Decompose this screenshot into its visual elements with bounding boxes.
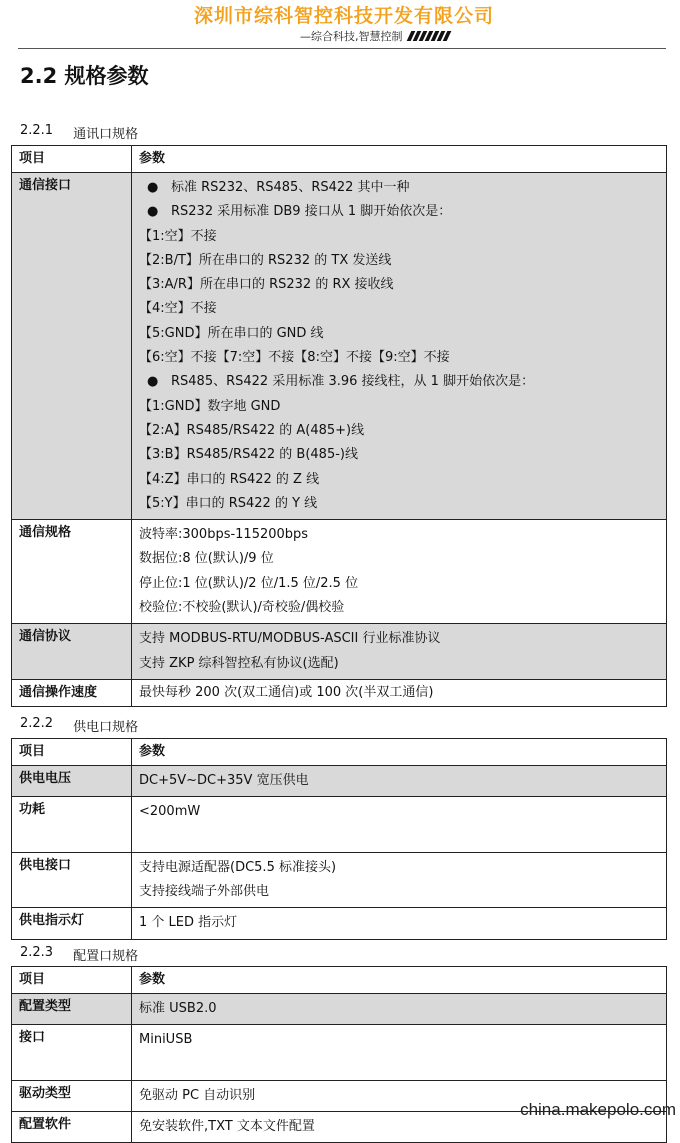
line-text: 【4:空】不接 xyxy=(139,301,217,317)
table-row xyxy=(12,852,667,908)
bullet-line xyxy=(139,370,659,394)
line-text: 【2:A】RS485/RS422 的 A(485+)线 xyxy=(139,422,365,438)
table-row xyxy=(12,766,667,797)
subsection-title: 通讯口规格 xyxy=(73,127,139,142)
cell-line: 数据位:8 位(默认)/9 位 xyxy=(139,551,274,567)
row-key: 接口 xyxy=(12,1025,132,1081)
speed-cell: 最快每秒 200 次(双工通信)或 100 次(半双工通信) xyxy=(132,679,667,706)
table-row xyxy=(12,908,667,939)
col-header-item: 项目 xyxy=(12,146,132,173)
row-key: 通信接口 xyxy=(12,173,132,520)
table-row xyxy=(12,994,667,1025)
cell-line: 波特率:300bps-115200bps xyxy=(139,527,309,543)
cell-line: 支持 ZKP 综科智控私有协议(选配) xyxy=(139,655,339,671)
col-header-item: 项目 xyxy=(12,739,132,766)
row-key: 配置类型 xyxy=(12,994,132,1025)
line-text: 【5:GND】所在串口的 GND 线 xyxy=(139,325,324,341)
cell-line: 支持 MODBUS-RTU/MODBUS-ASCII 行业标准协议 xyxy=(139,631,441,647)
cell-line xyxy=(139,322,659,346)
subsection-title: 配置口规格 xyxy=(73,949,139,964)
interface-cell xyxy=(132,173,667,520)
bullet-icon: ● xyxy=(147,180,159,195)
cell-line xyxy=(139,1053,659,1077)
bullet-icon: ● xyxy=(147,204,159,220)
row-key: 驱动类型 xyxy=(12,1080,132,1111)
row-key: 通信协议 xyxy=(12,624,132,680)
cell-line: 1 个 LED 指示灯 xyxy=(139,915,238,931)
line-text: 【3:B】RS485/RS422 的 B(485-)线 xyxy=(139,447,358,463)
subsection-number: 2.2.1 xyxy=(20,123,54,138)
col-header-item: 项目 xyxy=(12,967,132,994)
row-key: 通信操作速度 xyxy=(12,679,132,706)
cell-line: 免驱动 PC 自动识别 xyxy=(139,1087,256,1103)
line-text: 标准 RS232、RS485、RS422 其中一种 xyxy=(171,180,410,195)
cell-line xyxy=(139,492,659,516)
power-spec-table xyxy=(11,738,667,940)
cell-line: DC+5V~DC+35V 宽压供电 xyxy=(139,773,309,788)
protocol-cell xyxy=(132,624,667,680)
table-row xyxy=(12,1025,667,1081)
table-header-row xyxy=(12,146,667,173)
col-header-param: 参数 xyxy=(132,739,667,766)
cell-line: 停止位:1 位(默认)/2 位/1.5 位/2.5 位 xyxy=(139,575,359,591)
header-divider xyxy=(18,48,666,49)
cell-line xyxy=(139,346,659,370)
col-header-param: 参数 xyxy=(132,146,667,173)
cell-line: 校验位:不校验(默认)/奇校验/偶校验 xyxy=(139,600,345,616)
line-text: 【3:A/R】所在串口的 RS232 的 RX 接收线 xyxy=(139,277,394,293)
row-value xyxy=(132,797,667,853)
subsection-heading-comm xyxy=(20,123,138,142)
cell-line xyxy=(139,395,659,419)
bullet-line xyxy=(139,200,659,224)
stripes-icon xyxy=(409,31,449,41)
subsection-heading-power xyxy=(20,716,138,735)
row-value xyxy=(132,852,667,908)
table-header-row xyxy=(12,739,667,766)
watermark: china.makepolo.com xyxy=(520,1100,676,1119)
row-value xyxy=(132,908,667,939)
table-header-row xyxy=(12,967,667,994)
row-value xyxy=(132,994,667,1025)
cell-line: MiniUSB xyxy=(139,1032,193,1048)
row-value xyxy=(132,766,667,797)
cell-line: <200mW xyxy=(139,804,201,820)
company-name: 深圳市综科智控科技开发有限公司 xyxy=(193,5,494,27)
cell-line xyxy=(139,249,659,273)
comm-spec-table xyxy=(11,145,667,707)
table-row xyxy=(12,520,667,624)
line-text: 【1:空】不接 xyxy=(139,228,217,244)
slogan: —综合科技,智慧控制 xyxy=(300,30,403,43)
row-value xyxy=(132,1025,667,1081)
bullet-icon: ● xyxy=(147,374,159,390)
line-text: 【2:B/T】所在串口的 RS232 的 TX 发送线 xyxy=(139,252,392,268)
page-header xyxy=(0,0,680,50)
line-text: 【6:空】不接【7:空】不接【8:空】不接【9:空】不接 xyxy=(139,350,450,366)
table-row xyxy=(12,797,667,853)
table-row xyxy=(12,624,667,680)
line-text: 【5:Y】串口的 RS422 的 Y 线 xyxy=(139,495,318,511)
cell-line xyxy=(139,297,659,321)
bullet-line xyxy=(139,176,659,200)
subsection-number: 2.2.3 xyxy=(20,945,54,960)
cell-line: 免安装软件,TXT 文本文件配置 xyxy=(139,1119,315,1135)
subsection-number: 2.2.2 xyxy=(20,716,54,731)
cell-line xyxy=(139,468,659,492)
subsection-heading-config xyxy=(20,945,138,964)
col-header-param: 参数 xyxy=(132,967,667,994)
row-key: 供电电压 xyxy=(12,766,132,797)
row-key: 供电接口 xyxy=(12,852,132,908)
subsection-title: 供电口规格 xyxy=(73,720,139,735)
cell-line xyxy=(139,825,659,849)
slogan-row xyxy=(300,28,449,44)
cell-line xyxy=(139,443,659,467)
row-key: 通信规格 xyxy=(12,520,132,624)
line-text: RS485、RS422 采用标准 3.96 接线柱，从 1 脚开始依次是： xyxy=(171,374,535,390)
row-key: 供电指示灯 xyxy=(12,908,132,939)
cell-line xyxy=(139,419,659,443)
cell-line xyxy=(139,273,659,297)
cell-line: 支持接线端子外部供电 xyxy=(139,884,270,900)
line-text: 【1:GND】数字地 GND xyxy=(139,398,281,414)
line-text: RS232 采用标准 DB9 接口从 1 脚开始依次是： xyxy=(171,204,452,220)
table-row xyxy=(12,679,667,706)
spec-cell xyxy=(132,520,667,624)
line-text: 【4:Z】串口的 RS422 的 Z 线 xyxy=(139,471,320,487)
cell-line: 标准 USB2.0 xyxy=(139,1001,217,1016)
row-key: 功耗 xyxy=(12,797,132,853)
cell-line: 支持电源适配器(DC5.5 标准接头) xyxy=(139,859,337,875)
section-title: 2.2 规格参数 xyxy=(20,64,149,88)
cell-line xyxy=(139,225,659,249)
table-row xyxy=(12,173,667,520)
row-key: 配置软件 xyxy=(12,1112,132,1143)
